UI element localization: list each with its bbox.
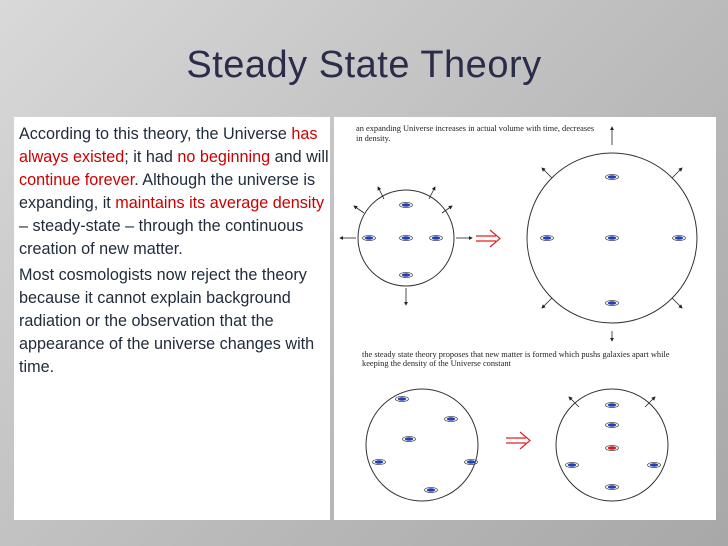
galaxy bbox=[403, 436, 416, 441]
text-panel bbox=[14, 117, 330, 520]
caption-steady-state-cont: keeping the density of the Universe constant bbox=[362, 359, 511, 368]
transition-arrow-steady bbox=[506, 432, 530, 449]
galaxy bbox=[430, 235, 443, 240]
text-fragment: – steady-state – through the continuous creation of new matter. bbox=[19, 217, 304, 258]
highlight-average-density: maintains its average density bbox=[115, 194, 325, 212]
paragraph-definition bbox=[19, 123, 330, 261]
galaxy bbox=[541, 235, 554, 240]
galaxies-small-universe bbox=[363, 202, 443, 277]
transition-arrow-expanding bbox=[476, 230, 500, 247]
galaxy bbox=[396, 396, 409, 401]
galaxy bbox=[373, 459, 386, 464]
caption-expanding-universe: an expanding Universe increases in actual volume with time, decreases bbox=[356, 124, 595, 133]
galaxy bbox=[673, 235, 686, 240]
text-fragment: ; it had bbox=[124, 148, 178, 166]
galaxy bbox=[606, 174, 619, 179]
caption-expanding-universe-cont: in density. bbox=[356, 134, 391, 143]
text-fragment: and will bbox=[270, 148, 329, 166]
galaxy bbox=[425, 487, 438, 492]
large-universe bbox=[527, 127, 697, 341]
slide-title: Steady State Theory bbox=[186, 44, 542, 86]
paragraph-rejection: Most cosmologists now reject the theory because it cannot explain background radiation or the observation that the appearance of the universe changes with time. bbox=[19, 266, 315, 376]
text-fragment: According to this theory, the Universe bbox=[19, 125, 292, 143]
galaxy bbox=[606, 402, 619, 407]
galaxy bbox=[606, 300, 619, 305]
galaxy bbox=[606, 484, 619, 489]
galaxies-steady-after bbox=[566, 402, 661, 489]
galaxy bbox=[445, 416, 458, 421]
galaxy bbox=[400, 272, 413, 277]
highlight-continue-forever: continue forever bbox=[19, 171, 135, 189]
highlight-no-beginning: no beginning bbox=[177, 148, 271, 166]
galaxies-large-universe bbox=[541, 174, 686, 305]
diagram-panel bbox=[334, 117, 716, 520]
new-galaxy bbox=[606, 445, 619, 450]
galaxy bbox=[363, 235, 376, 240]
galaxy bbox=[566, 462, 579, 467]
galaxy bbox=[606, 235, 619, 240]
galaxy bbox=[606, 422, 619, 427]
galaxies-steady-before bbox=[373, 396, 478, 492]
galaxy bbox=[400, 202, 413, 207]
text-fragment: . Although the universe is expanding, it bbox=[19, 171, 316, 212]
galaxy bbox=[648, 462, 661, 467]
galaxy bbox=[400, 235, 413, 240]
caption-steady-state: the steady state theory proposes that new matter is formed which pushs galaxies apart while bbox=[362, 350, 670, 359]
expansion-diagram bbox=[334, 117, 716, 520]
highlight-always-existed: has always existed bbox=[19, 125, 318, 166]
steady-universe-before bbox=[366, 389, 478, 501]
